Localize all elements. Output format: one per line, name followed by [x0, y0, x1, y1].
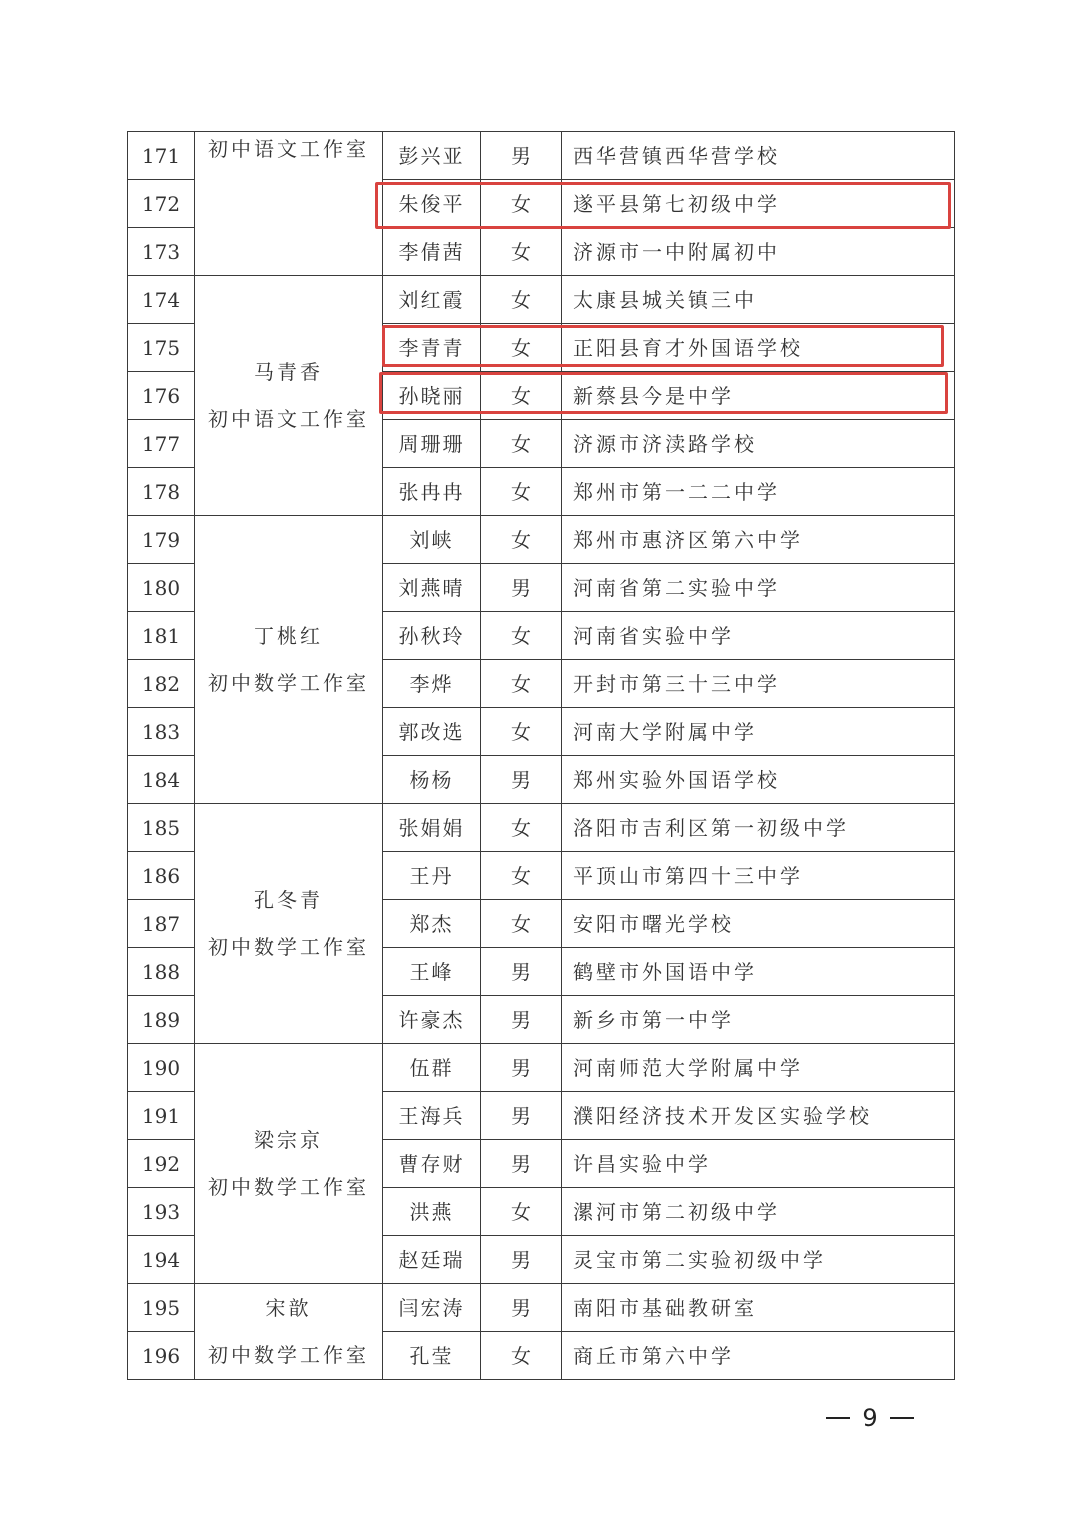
dash-right — [890, 1417, 914, 1419]
studio-name: 初中数学工作室 — [208, 1174, 369, 1199]
gender-cell: 女 — [481, 468, 562, 516]
school-cell: 洛阳市吉利区第一初级中学 — [562, 804, 955, 852]
school-cell: 济源市济渎路学校 — [562, 420, 955, 468]
row-number-cell: 175 — [128, 324, 195, 372]
row-number-cell: 172 — [128, 180, 195, 228]
member-name-cell: 李倩茜 — [383, 228, 481, 276]
studio-name: 初中数学工作室 — [208, 934, 369, 959]
member-name-cell: 赵廷瑞 — [383, 1236, 481, 1284]
school-cell: 西华营镇西华营学校 — [562, 132, 955, 180]
row-number-cell: 187 — [128, 900, 195, 948]
gender-cell: 女 — [481, 660, 562, 708]
member-name-cell: 杨杨 — [383, 756, 481, 804]
member-name-cell: 郭改选 — [383, 708, 481, 756]
school-cell: 鹤壁市外国语中学 — [562, 948, 955, 996]
page-number — [822, 1398, 918, 1438]
gender-cell: 男 — [481, 1236, 562, 1284]
gender-cell: 男 — [481, 996, 562, 1044]
gender-cell: 女 — [481, 852, 562, 900]
gender-cell: 女 — [481, 516, 562, 564]
table-row — [128, 1044, 955, 1092]
gender-cell: 男 — [481, 564, 562, 612]
member-name-cell: 洪燕 — [383, 1188, 481, 1236]
studio-name: 初中数学工作室 — [208, 670, 369, 695]
row-number-cell: 173 — [128, 228, 195, 276]
row-number-cell: 184 — [128, 756, 195, 804]
member-name-cell: 孔莹 — [383, 1332, 481, 1380]
member-name-cell: 王海兵 — [383, 1092, 481, 1140]
member-name-cell: 李青青 — [383, 324, 481, 372]
school-cell: 郑州实验外国语学校 — [562, 756, 955, 804]
school-cell: 济源市一中附属初中 — [562, 228, 955, 276]
row-number-cell: 174 — [128, 276, 195, 324]
row-number-cell: 176 — [128, 372, 195, 420]
member-name-cell: 刘燕晴 — [383, 564, 481, 612]
gender-cell: 男 — [481, 756, 562, 804]
gender-cell: 女 — [481, 900, 562, 948]
school-cell: 商丘市第六中学 — [562, 1332, 955, 1380]
member-name-cell: 伍群 — [383, 1044, 481, 1092]
studio-cell — [195, 1284, 383, 1380]
row-number-cell: 181 — [128, 612, 195, 660]
table-row — [128, 1284, 955, 1332]
highlight-box-row-172 — [375, 182, 951, 229]
studio-name: 初中语文工作室 — [208, 406, 369, 431]
gender-cell: 女 — [481, 276, 562, 324]
studio-name: 初中语文工作室 — [208, 137, 369, 161]
member-name-cell: 刘红霞 — [383, 276, 481, 324]
row-number-cell: 190 — [128, 1044, 195, 1092]
gender-cell: 男 — [481, 1092, 562, 1140]
studio-leader: 宋歆 — [265, 1295, 312, 1320]
school-cell: 开封市第三十三中学 — [562, 660, 955, 708]
dash-left — [826, 1417, 850, 1419]
row-number-cell: 180 — [128, 564, 195, 612]
roster-table-body — [128, 132, 955, 1380]
row-number-cell: 177 — [128, 420, 195, 468]
school-cell: 南阳市基础教研室 — [562, 1284, 955, 1332]
gender-cell: 男 — [481, 1140, 562, 1188]
studio-leader: 马青香 — [254, 359, 323, 384]
studio-cell — [195, 1044, 383, 1284]
table-row — [128, 516, 955, 564]
school-cell: 安阳市曙光学校 — [562, 900, 955, 948]
member-name-cell: 曹存财 — [383, 1140, 481, 1188]
school-cell: 太康县城关镇三中 — [562, 276, 955, 324]
school-cell: 濮阳经济技术开发区实验学校 — [562, 1092, 955, 1140]
school-cell: 灵宝市第二实验初级中学 — [562, 1236, 955, 1284]
member-name-cell: 周珊珊 — [383, 420, 481, 468]
gender-cell: 女 — [481, 612, 562, 660]
row-number-cell: 178 — [128, 468, 195, 516]
gender-cell: 女 — [481, 420, 562, 468]
table-row — [128, 132, 955, 180]
school-cell: 河南师范大学附属中学 — [562, 1044, 955, 1092]
school-cell: 郑州市第一二二中学 — [562, 468, 955, 516]
member-name-cell: 刘峡 — [383, 516, 481, 564]
school-cell: 遂平县第七初级中学 — [562, 180, 955, 228]
studio-cell — [195, 276, 383, 516]
member-name-cell: 彭兴亚 — [383, 132, 481, 180]
row-number-cell: 196 — [128, 1332, 195, 1380]
studio-name: 初中数学工作室 — [208, 1342, 369, 1367]
school-cell: 河南大学附属中学 — [562, 708, 955, 756]
roster-table — [127, 131, 955, 1380]
row-number-cell: 182 — [128, 660, 195, 708]
gender-cell: 女 — [481, 708, 562, 756]
studio-cell — [195, 516, 383, 804]
highlight-box-row-176 — [379, 372, 948, 414]
row-number-cell: 179 — [128, 516, 195, 564]
row-number-cell: 188 — [128, 948, 195, 996]
school-cell: 平顶山市第四十三中学 — [562, 852, 955, 900]
gender-cell: 男 — [481, 132, 562, 180]
school-cell: 河南省实验中学 — [562, 612, 955, 660]
gender-cell: 女 — [481, 228, 562, 276]
member-name-cell: 张冉冉 — [383, 468, 481, 516]
gender-cell: 女 — [481, 1188, 562, 1236]
school-cell: 河南省第二实验中学 — [562, 564, 955, 612]
member-name-cell: 郑杰 — [383, 900, 481, 948]
member-name-cell: 孙秋玲 — [383, 612, 481, 660]
school-cell: 漯河市第二初级中学 — [562, 1188, 955, 1236]
row-number-cell: 171 — [128, 132, 195, 180]
school-cell: 新蔡县今是中学 — [562, 372, 955, 420]
member-name-cell: 王峰 — [383, 948, 481, 996]
school-cell: 郑州市惠济区第六中学 — [562, 516, 955, 564]
table-row — [128, 276, 955, 324]
gender-cell: 女 — [481, 1332, 562, 1380]
gender-cell: 男 — [481, 1044, 562, 1092]
member-name-cell: 李烨 — [383, 660, 481, 708]
row-number-cell: 193 — [128, 1188, 195, 1236]
member-name-cell: 王丹 — [383, 852, 481, 900]
studio-leader: 梁宗京 — [254, 1127, 323, 1152]
gender-cell: 男 — [481, 1284, 562, 1332]
studio-cell — [195, 804, 383, 1044]
row-number-cell: 192 — [128, 1140, 195, 1188]
row-number-cell: 183 — [128, 708, 195, 756]
highlight-box-row-175 — [382, 325, 944, 367]
row-number-cell: 195 — [128, 1284, 195, 1332]
school-cell: 新乡市第一中学 — [562, 996, 955, 1044]
page-number-text: 9 — [862, 1404, 878, 1432]
studio-leader: 丁桃红 — [254, 623, 323, 648]
member-name-cell: 许豪杰 — [383, 996, 481, 1044]
row-number-cell: 186 — [128, 852, 195, 900]
gender-cell: 男 — [481, 948, 562, 996]
member-name-cell: 朱俊平 — [383, 180, 481, 228]
studio-leader: 孔冬青 — [254, 887, 323, 912]
gender-cell: 女 — [481, 372, 562, 420]
table-row — [128, 804, 955, 852]
member-name-cell: 张娟娟 — [383, 804, 481, 852]
gender-cell: 女 — [481, 180, 562, 228]
member-name-cell: 孙晓丽 — [383, 372, 481, 420]
row-number-cell: 191 — [128, 1092, 195, 1140]
gender-cell: 女 — [481, 324, 562, 372]
gender-cell: 女 — [481, 804, 562, 852]
member-name-cell: 闫宏涛 — [383, 1284, 481, 1332]
studio-cell — [195, 132, 383, 276]
row-number-cell: 194 — [128, 1236, 195, 1284]
school-cell: 许昌实验中学 — [562, 1140, 955, 1188]
school-cell: 正阳县育才外国语学校 — [562, 324, 955, 372]
row-number-cell: 185 — [128, 804, 195, 852]
row-number-cell: 189 — [128, 996, 195, 1044]
